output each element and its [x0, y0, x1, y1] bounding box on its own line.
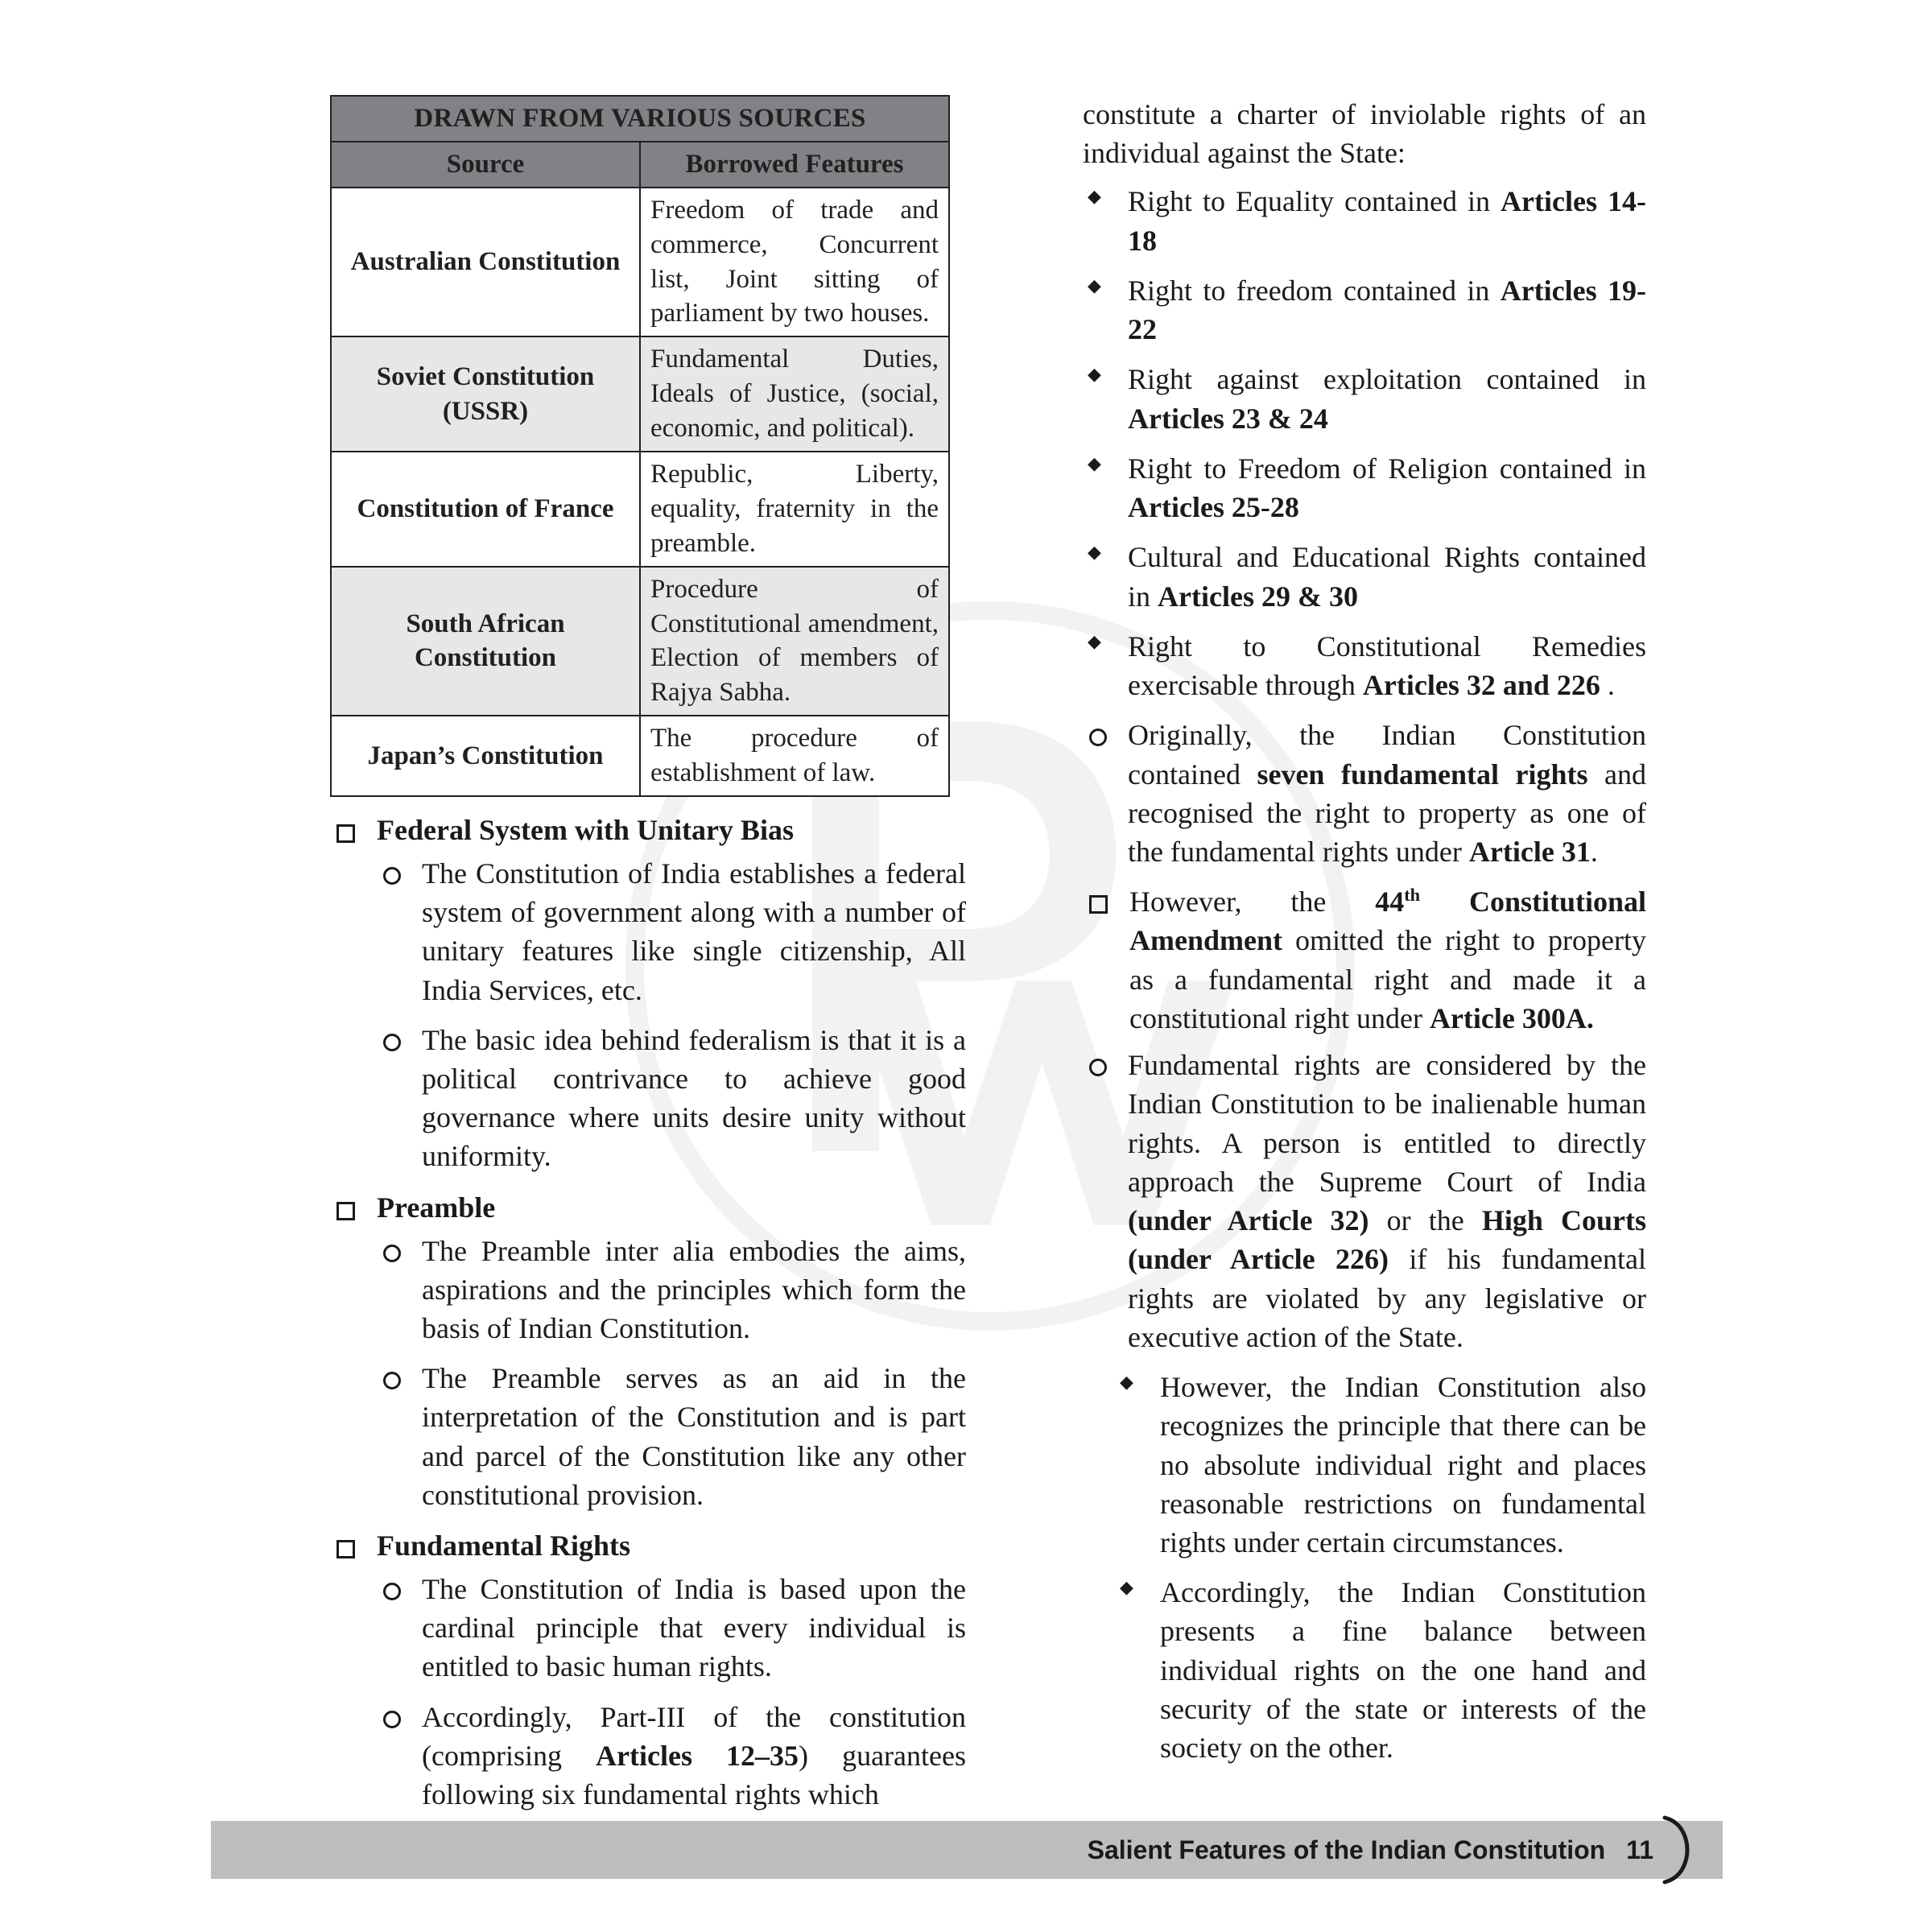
- bold-articles: Articles 14-18: [1128, 185, 1646, 257]
- footer-chapter-title: Salient Features of the Indian Constitution: [1087, 1835, 1606, 1864]
- bold-articles-12-35: Articles 12–35: [596, 1739, 799, 1772]
- cell-source: Constitution of France: [331, 452, 640, 567]
- list-item: [1083, 716, 1646, 871]
- cell-source: Australian Constitution: [331, 188, 640, 337]
- list-item: [1083, 538, 1646, 615]
- text-part: Right to Freedom of Religion contained in: [1128, 452, 1646, 485]
- list-item: The Preamble inter alia embodies the aims, aspirations and the principles which form the basis of Indian Constitution.: [377, 1232, 966, 1348]
- text-part: Cultural and Educational Rights contained in: [1128, 541, 1646, 613]
- cell-source: South African Constitution: [331, 567, 640, 716]
- bold-under-article-32: (under Article 32): [1128, 1204, 1369, 1237]
- text-part: ) guarantees following six fundamental rights which: [422, 1739, 966, 1811]
- ordinal-suffix: th: [1404, 885, 1421, 906]
- section-federal-system: [330, 811, 966, 849]
- section-heading: Fundamental Rights: [330, 1527, 966, 1565]
- balance-sub-points: [1115, 1368, 1646, 1767]
- bold-articles: Articles 25-28: [1128, 491, 1299, 524]
- list-item: [1083, 627, 1646, 704]
- sources-table: [330, 95, 950, 797]
- list-item: The Preamble serves as an aid in the interpretation of the Constitution and is part and parcel of the Constitution like any other constitutional provision.: [377, 1359, 966, 1514]
- amendment-number: 44: [1375, 886, 1405, 919]
- bold-article-300a: Article 300A.: [1429, 1001, 1594, 1034]
- cell-features: Freedom of trade and commerce, Concurrent list, Joint sitting of parliament by two houses.: [640, 188, 949, 337]
- list-item: [1083, 1046, 1646, 1356]
- table-row: [331, 452, 949, 567]
- text-part: if his fundamental rights are violated by any legislative or executive action of the State.: [1128, 1243, 1646, 1353]
- cell-features: The procedure of establishment of law.: [640, 716, 949, 796]
- section-heading: Preamble: [330, 1189, 966, 1227]
- text-part: Originally, the Indian Constitution contained: [1128, 719, 1646, 791]
- text-part: omitted the right to property as a fundamental right and made it a constitutional right under: [1129, 924, 1646, 1034]
- bold-articles: Articles 19-22: [1128, 274, 1646, 346]
- list-item: The Constitution of India establishes a federal system of government along with a number of unitary features like single citizenship, All India Services, etc.: [377, 854, 966, 1009]
- text-part: or the: [1368, 1204, 1482, 1237]
- text-part: .: [1590, 835, 1598, 868]
- cell-features: Procedure of Constitutional amendment, Election of members of Rajya Sabha.: [640, 567, 949, 716]
- table-row: [331, 336, 949, 452]
- preamble-points: [377, 1232, 966, 1515]
- left-column: [330, 95, 966, 1825]
- footer-content: [1088, 1821, 1653, 1879]
- amendment-point-list: [1083, 882, 1646, 1038]
- text-part: Right to Constitutional Remedies exercisable through: [1128, 630, 1646, 702]
- text-part: .: [1600, 669, 1615, 702]
- section-fundamental-rights: [330, 1527, 966, 1565]
- continuation-paragraph: constitute a charter of inviolable rights of an individual against the State:: [1083, 98, 1646, 170]
- text-part: Accordingly, Part-III of the constitution (comprising: [422, 1700, 966, 1772]
- col-header-source: Source: [331, 142, 640, 188]
- list-item: The basic idea behind federalism is that it is a political contrivance to achieve good governance where units desire unity without uniformity.: [377, 1021, 966, 1176]
- list-item: [1083, 449, 1646, 526]
- list-item: [1083, 360, 1646, 437]
- page-number: 11: [1626, 1835, 1653, 1864]
- fundamental-rights-points: [377, 1570, 966, 1814]
- right-column: [1083, 95, 1646, 1778]
- inalienable-point-list: [1083, 1046, 1646, 1356]
- bold-articles: Articles 29 & 30: [1158, 580, 1358, 613]
- text-part: and recognised the right to property as one of the fundamental rights under: [1128, 758, 1646, 868]
- footer-bracket-icon: [1660, 1814, 1695, 1885]
- bold-seven-fundamental-rights: seven fundamental rights: [1257, 758, 1588, 791]
- col-header-borrowed-features: Borrowed Features: [640, 142, 949, 188]
- amendment-label: Constitutional Amendment: [1129, 886, 1646, 957]
- list-item: [1083, 182, 1646, 259]
- list-item: [1083, 271, 1646, 349]
- text-part: Right against exploitation contained in: [1128, 363, 1646, 396]
- cell-features: Republic, Liberty, equality, fraternity in the preamble.: [640, 452, 949, 567]
- table-row: [331, 567, 949, 716]
- fundamental-rights-list: [1083, 182, 1646, 704]
- list-item: ◆ Accordingly, the Indian Constitution presents a fine balance between individual rights on the one hand and security of the state or interests of the society on the other.: [1115, 1573, 1646, 1767]
- table-title-row: [331, 96, 949, 142]
- list-item: ◆ However, the Indian Constitution also recognizes the principle that there can be no absolute individual right and places reasonable restrictions on fundamental rights under certain circumstances.: [1115, 1368, 1646, 1562]
- section-heading: Federal System with Unitary Bias: [330, 811, 966, 849]
- text-part: However, the: [1129, 886, 1376, 919]
- bold-article-31: Article 31: [1468, 835, 1591, 868]
- text-part: Fundamental rights are considered by the Indian Constitution to be inalienable human rights. A person is entitled to directly approach the Supreme Court of India: [1128, 1049, 1646, 1198]
- page-footer: [211, 1821, 1723, 1879]
- originally-point-list: [1083, 716, 1646, 871]
- list-item: The Constitution of India is based upon the cardinal principle that every individual is entitled to basic human rights.: [377, 1570, 966, 1686]
- list-item: [1083, 882, 1646, 1038]
- table-row: [331, 716, 949, 796]
- bold-articles: Articles 32 and 226: [1362, 669, 1600, 702]
- list-item: [377, 1698, 966, 1814]
- bold-articles: Articles 23 & 24: [1128, 402, 1328, 435]
- table-header-row: [331, 142, 949, 188]
- table-row: [331, 188, 949, 337]
- cell-source: Japan’s Constitution: [331, 716, 640, 796]
- cell-source: Soviet Constitution (USSR): [331, 336, 640, 452]
- text-part: Right to freedom contained in: [1128, 274, 1501, 307]
- section-preamble: [330, 1189, 966, 1227]
- bold-high-courts-article-226: High Courts (under Article 226): [1128, 1204, 1646, 1276]
- table-title: DRAWN FROM VARIOUS SOURCES: [331, 96, 949, 142]
- text-part: Right to Equality contained in: [1128, 185, 1501, 218]
- cell-features: Fundamental Duties, Ideals of Justice, (social, economic, and political).: [640, 336, 949, 452]
- federal-system-points: [377, 854, 966, 1176]
